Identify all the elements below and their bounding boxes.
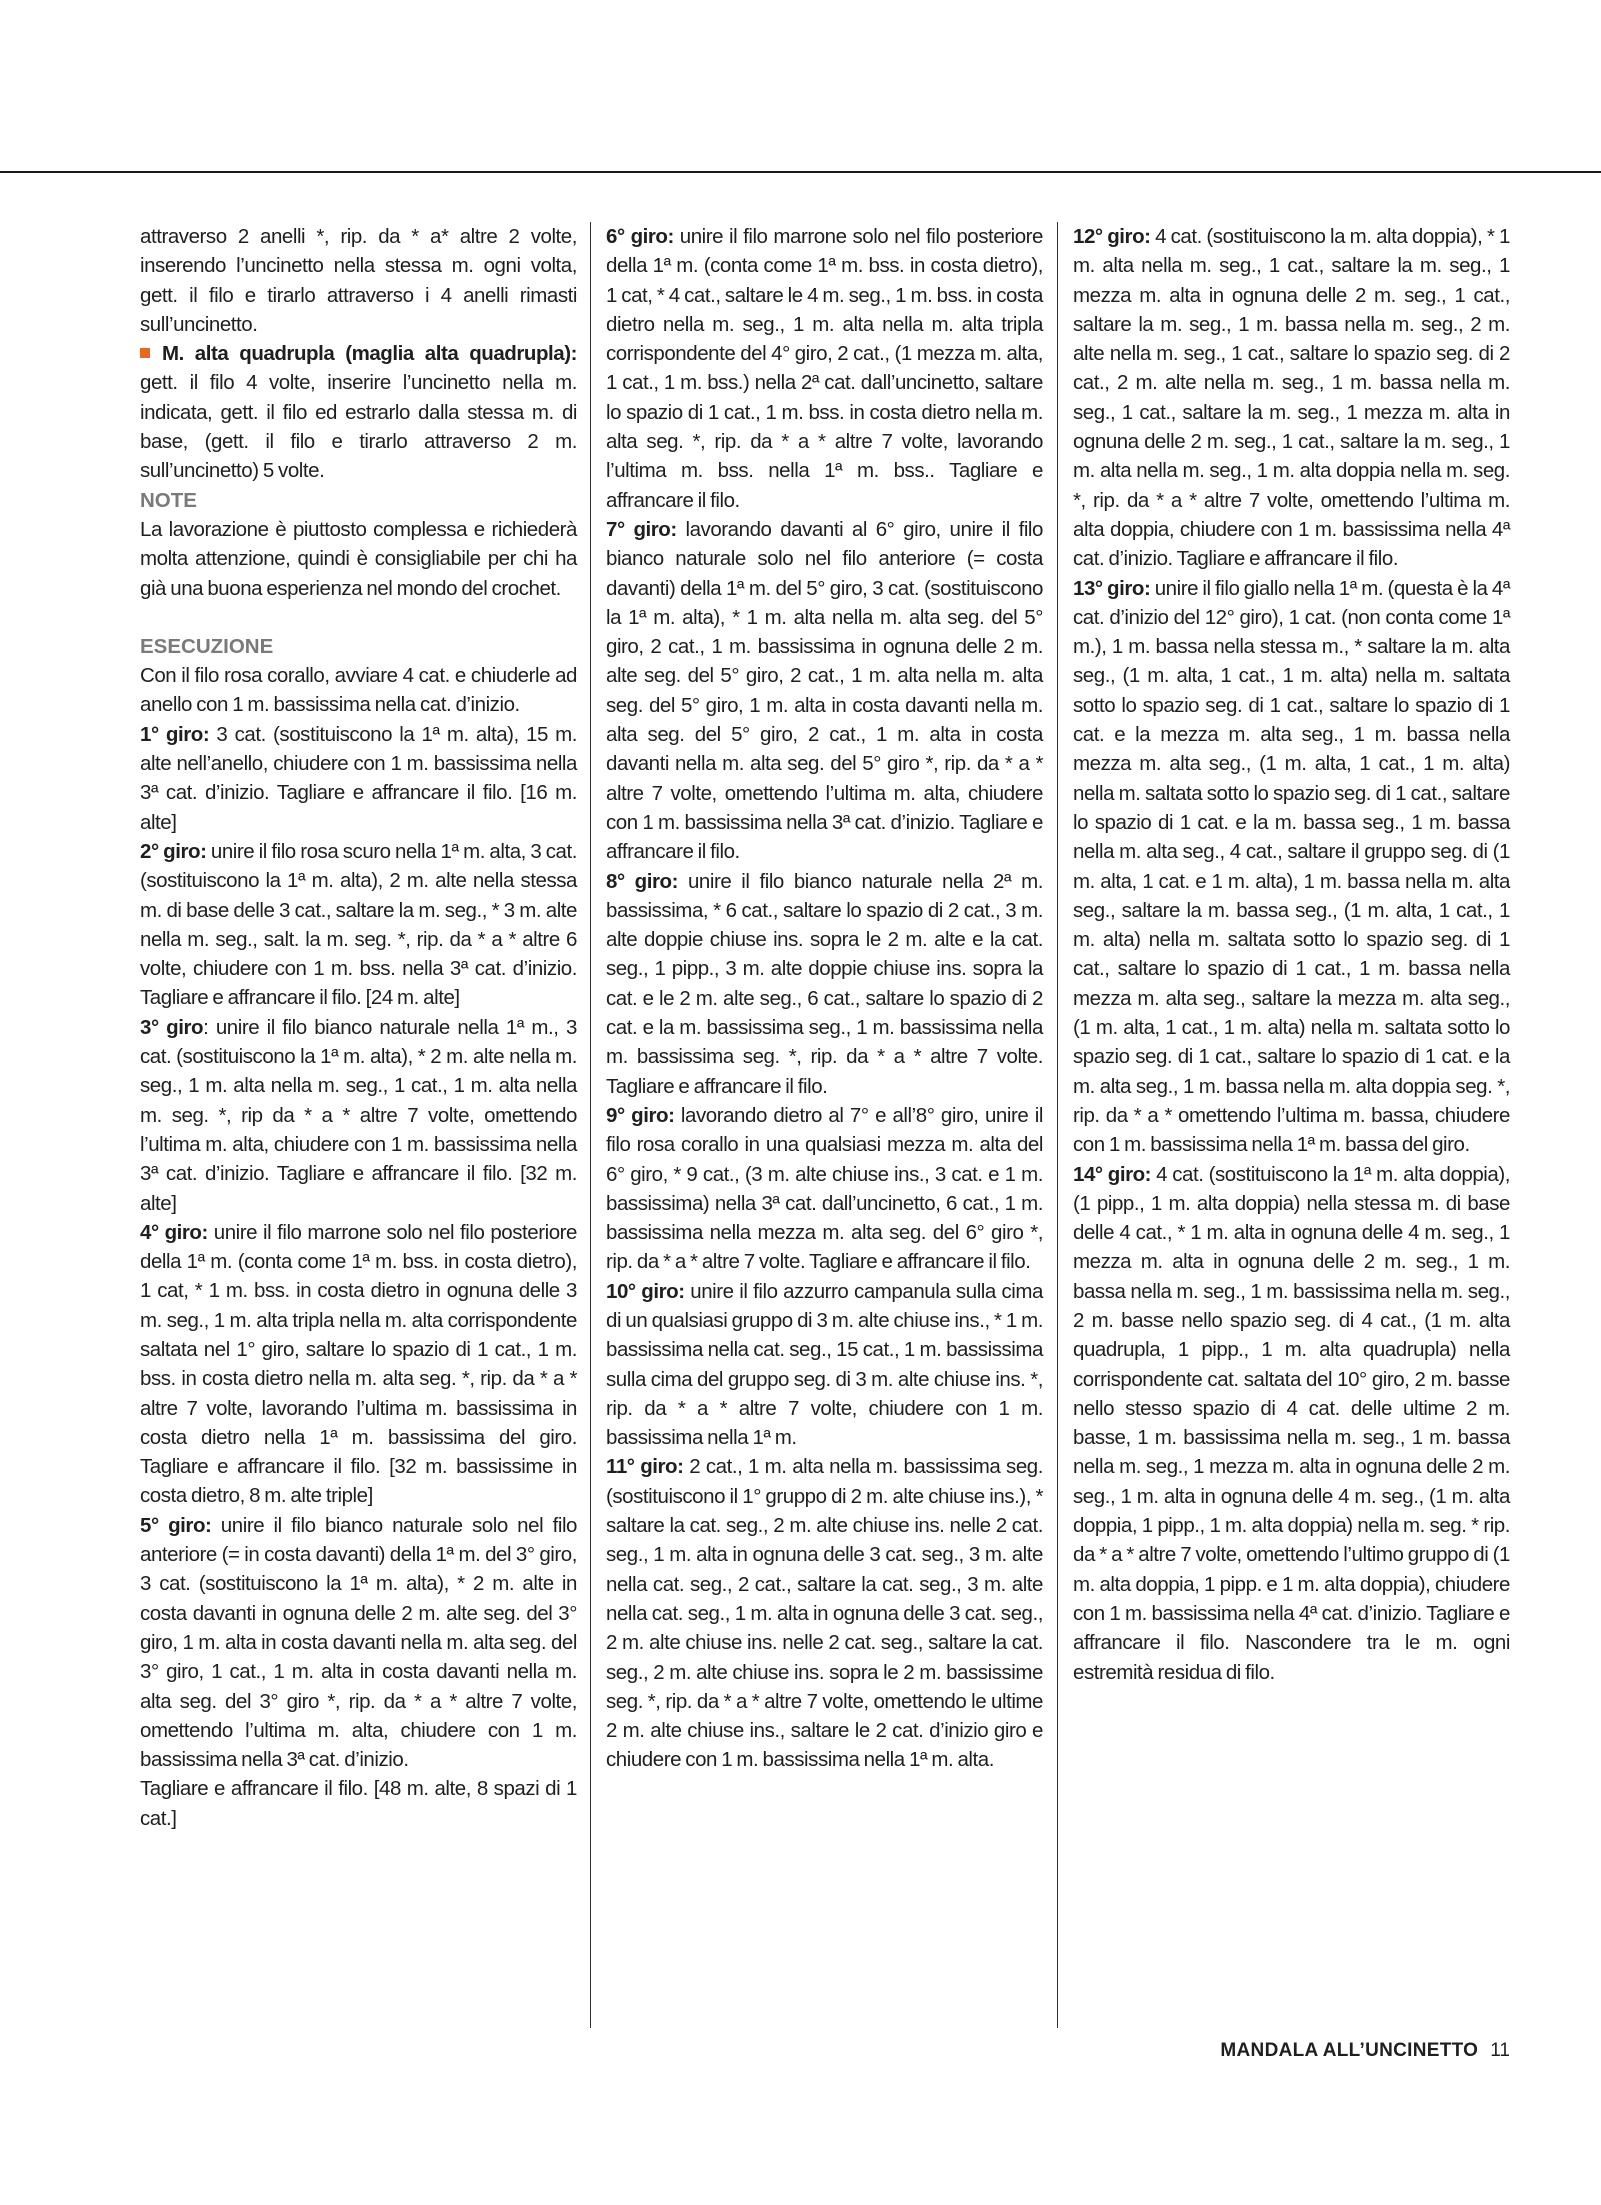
round-label: 4° giro: — [140, 1220, 208, 1244]
round-label: 3° giro — [140, 1015, 204, 1039]
round-text: : unire il filo bianco naturale nella 1ª m., 3 cat. (sostituiscono la 1ª m. alta), * 2 m. alte nella m. seg., 1 m. alta nella m. seg., 1 cat., 1 m. alta nella m. seg. *, rip da * a * altre 7 volte, omettendo l’ultima m. alta, chiudere con 1 m. bassissima nella 3ª cat. d’inizio. Tagliare e affrancare il filo. [32 m. alte] — [140, 1015, 577, 1215]
column-divider — [590, 222, 591, 2028]
round-text: 4 cat. (sostituiscono la 1ª m. alta doppia), (1 pipp., 1 m. alta doppia) nella stessa m. di base delle 4 cat., * 1 m. alta in ognuna delle 4 m. seg., 1 mezza m. alta in ognuna delle 2 m. seg., 1 m. bassa nella m. seg., 1 m. bassissima nella m. seg., 2 m. basse nello spazio seg. di 4 cat., (1 m. alta quadrupla, 1 pipp., 1 m. alta quadrupla) nella corrispondente cat. saltata del 10° giro, 2 m. basse nello stesso spazio di 4 cat. delle ultime 2 m. basse, 1 m. bassissima nella m. seg., 1 m. bassa nella m. seg., 1 mezza m. alta in ognuna delle 2 m. seg., 1 m. alta in ognuna delle 4 m. seg., (1 m. alta doppia, 1 pipp., 1 m. alta doppia) nella m. seg. * rip. da * a * altre 7 volte, omettendo l’ultimo gruppo di (1 m. alta doppia, 1 pipp. e 1 m. alta doppia), chiudere con 1 m. bassissima nella 4ª cat. d’inizio. Tagliare e affrancare il filo. Nascondere tra le m. ogni estremità residua di filo. — [1073, 1162, 1510, 1684]
closing-paragraph: Tagliare e affrancare il filo. [48 m. alte, 8 spazi di 1 cat.] — [140, 1777, 577, 1830]
orange-square-bullet-icon — [140, 348, 150, 358]
round-label: 10° giro: — [606, 1279, 685, 1303]
round-text: unire il filo bianco naturale solo nel filo anteriore (= in costa davanti) della 1ª m. del 3° giro, 3 cat. (sostituiscono la 1ª m. alta), * 2 m. alte in costa davanti in ognuna delle 2 m. alte seg. del 3° giro, 1 m. alta in costa davanti nella m. alta seg. del 3° giro, 1 cat., 1 m. alta in costa davanti nella m. alta seg. del 3° giro *, rip. da * a * altre 7 volte, omettendo l’ultima m. alta, chiudere con 1 m. bassissima nella 3ª cat. d’inizio. — [140, 1513, 577, 1772]
round-label: 8° giro: — [606, 869, 678, 893]
round-label: 14° giro: — [1073, 1162, 1152, 1186]
column-divider — [1057, 222, 1058, 2028]
round-paragraph — [1073, 1160, 1510, 1687]
round-text: 3 cat. (sostituiscono la 1ª m. alta), 15 m. alte nell’anello, chiudere con 1 m. bassissima nella 3ª cat. d’inizio. Tagliare e affrancare il filo. [16 m. alte] — [140, 722, 577, 834]
execution-paragraph: Con il filo rosa corallo, avviare 4 cat. e chiuderle ad anello con 1 m. bassissima nella cat. d’inizio. — [140, 664, 577, 717]
round-text: unire il filo marrone solo nel filo posteriore della 1ª m. (conta come 1ª m. bss. in costa dietro), 1 cat, * 1 m. bss. in costa dietro in ognuna delle 3 m. seg., 1 m. alta tripla nella m. alta corrispondente saltata nel 1° giro, saltare lo spazio di 1 cat., 1 m. bss. in costa dietro nella m. alta seg. *, rip. da * a * altre 7 volte, lavorando l’ultima m. bassissima in costa dietro nella 1ª m. bassissima del giro. Tagliare e affrancare il filo. [32 m. bassissime in costa dietro, 8 m. alte triple] — [140, 1220, 577, 1508]
column-3 — [1073, 222, 1510, 1687]
round-paragraph — [606, 1101, 1043, 1277]
round-label: 7° giro: — [606, 517, 677, 541]
round-text: unire il filo marrone solo nel filo posteriore della 1ª m. (conta come 1ª m. bss. in costa dietro), 1 cat, * 4 cat., saltare le 4 m. seg., 1 m. bss. in costa dietro nella m. seg., 1 m. alta nella m. alta tripla corrispondente del 4° giro, 2 cat., (1 mezza m. alta, 1 cat., 1 m. bss.) nella 2ª cat. dall’uncinetto, saltare lo spazio di 1 cat., 1 m. bss. in costa dietro nella m. alta seg. *, rip. da * a * altre 7 volte, lavorando l’ultima m. bss. nella 1ª m. bss.. Tagliare e affrancare il filo. — [606, 225, 1043, 512]
top-rule — [0, 171, 1601, 173]
column-1 — [140, 222, 577, 1833]
round-label: 1° giro: — [140, 722, 210, 746]
stitch-name: M. alta quadrupla (maglia alta quadrupla): — [162, 342, 577, 366]
round-text: lavorando davanti al 6° giro, unire il filo bianco naturale solo nel filo anteriore (= costa davanti) della 1ª m. del 5° giro, 3 cat. (sostituiscono la 1ª m. alta), * 1 m. alta nella m. alta seg. del 5° giro, 2 cat., 1 m. bassissima in ognuna delle 2 m. alte seg. del 5° giro, 2 cat., 1 m. alta nella m. alta seg. del 5° giro, 1 m. alta in costa davanti nella m. alta seg. del 5° giro, 2 cat., 1 m. alta in costa davanti nella m. alta seg. del 5° giro *, rip. da * a * altre 7 volte, omettendo l’ultima m. alta, chiudere con 1 m. bassissima nella 3ª cat. d’inizio. Tagliare e affrancare il filo. — [606, 517, 1043, 864]
round-text: 2 cat., 1 m. alta nella m. bassissima seg. (sostituiscono il 1° gruppo di 2 m. alte chiuse ins.), * saltare la cat. seg., 2 m. alte chiuse ins. nelle 2 cat. seg., 1 m. alta in ognuna delle 3 cat. seg., 3 m. alte nella cat. seg., 2 cat., saltare la cat. seg., 3 m. alte nella cat. seg., 1 m. alta in ognuna delle 3 cat. seg., 2 m. alte chiuse ins. nelle 2 cat. seg., saltare la cat. seg., 2 m. alte chiuse ins. sopra le 2 m. bassissime seg. *, rip. da * a * altre 7 volte, omettendo le ultime 2 m. alte chiuse ins., saltare le 2 cat. d’inizio giro e chiudere con 1 m. bassissima nella 1ª m. alta. — [606, 1455, 1044, 1772]
round-text: unire il filo bianco naturale nella 2ª m. bassissima, * 6 cat., saltare lo spazio di 2 cat., 3 m. alte doppie chiuse ins. sopra le 2 m. alte e la cat. seg., 1 pipp., 3 m. alte doppie chiuse ins. sopra la cat. e le 2 m. alte seg., 6 cat., saltare lo spazio di 2 cat. e la m. bassissima seg., 1 m. bassissima nella m. bassissima seg. *, rip. da * a * altre 7 volte. Tagliare e affrancare il filo. — [606, 869, 1043, 1098]
round-paragraph — [140, 837, 577, 1013]
round-label: 12° giro: — [1073, 225, 1151, 248]
round-label: 9° giro: — [606, 1103, 675, 1127]
round-paragraph — [140, 1013, 577, 1218]
round-label: 6° giro: — [606, 225, 674, 248]
round-paragraph — [606, 515, 1043, 867]
round-paragraph — [1073, 574, 1510, 1160]
round-paragraph — [606, 222, 1043, 515]
round-paragraph — [606, 867, 1043, 1101]
notes-paragraph: La lavorazione è piuttosto complessa e richiederà molta attenzione, quindi è consigliabile per chi ha già una buona esperienza nel mondo del crochet. — [140, 517, 577, 600]
round-paragraph — [606, 1277, 1043, 1453]
column-2 — [606, 222, 1043, 1775]
round-text: 4 cat. (sostituiscono la m. alta doppia), * 1 m. alta nella m. seg., 1 cat., saltare la m. seg., 1 mezza m. alta in ognuna delle 2 m. seg., 1 cat., saltare la m. seg., 1 m. bassa nella m. seg., 2 m. alte nella m. seg., 1 cat., saltare lo spazio seg. di 2 cat., 2 m. alte nella m. seg., 1 m. bassa nella m. seg., 1 cat., saltare la m. seg., 1 mezza m. alta in ognuna delle 2 m. seg., 1 cat., saltare la m. seg., 1 m. alta nella m. seg., 1 m. alta doppia nella m. seg. *, rip. da * a * altre 7 volte, omettendo l’ultima m. alta doppia, chiudere con 1 m. bassissima nella 4ª cat. d’inizio. Tagliare e affrancare il filo. — [1073, 225, 1510, 571]
round-label: 5° giro: — [140, 1513, 212, 1537]
round-paragraph — [1073, 222, 1510, 574]
intro-paragraph: attraverso 2 anelli *, rip. da * a* altre 2 volte, inserendo l’uncinetto nella stessa m. ogni volta, gett. il filo e tirarlo attraverso i 4 anelli rimasti sull’uncinetto. — [140, 225, 577, 336]
round-label: 13° giro: — [1073, 576, 1151, 600]
stitch-definition — [140, 339, 577, 485]
notes-heading: NOTE — [140, 488, 197, 512]
round-paragraph — [140, 720, 577, 837]
round-text: lavorando dietro al 7° e all’8° giro, unire il filo rosa corallo in una qualsiasi mezza m. alta del 6° giro, * 9 cat., (3 m. alte chiuse ins., 3 cat. e 1 m. bassissima) nella 3ª cat. dall’uncinetto, 6 cat., 1 m. bassissima nella mezza m. alta seg. del 6° giro *, rip. da * a * altre 7 volte. Tagliare e affrancare il filo. — [606, 1103, 1043, 1274]
round-text: unire il filo azzurro campanula sulla cima di un qualsiasi gruppo di 3 m. alte chiuse ins., * 1 m. bassissima nella cat. seg., 15 cat., 1 m. bassissima sulla cima del gruppo seg. di 3 m. alte chiuse ins. *, rip. da * a * altre 7 volte, chiudere con 1 m. bassissima nella 1ª m. — [606, 1279, 1043, 1450]
execution-heading: ESECUZIONE — [140, 634, 274, 658]
spacer — [140, 603, 577, 632]
round-text: unire il filo giallo nella 1ª m. (questa è la 4ª cat. d’inizio del 12° giro), 1 cat. (non conta come 1ª m.), 1 m. bassa nella stessa m., * saltare la m. alta seg., (1 m. alta, 1 cat., 1 m. alta) nella m. saltata sotto lo spazio seg. di 1 cat., saltare lo spazio di 1 cat. e la mezza m. alta seg., 1 m. bassa nella mezza m. alta seg., (1 m. alta, 1 cat., 1 m. alta) nella m. saltata sotto lo spazio seg. di 1 cat., saltare lo spazio di 1 cat. e la m. bassa seg., 1 m. bassa nella m. alta seg., 4 cat., saltare il gruppo seg. di (1 m. alta, 1 cat. e 1 m. alta), 1 m. bassa nella m. alta seg., saltare la m. bassa seg., (1 m. alta, 1 cat., 1 m. alta) nella m. saltata sotto lo spazio seg. di 1 cat., saltare lo spazio di 1 cat., 1 m. bassa nella mezza m. alta seg., saltare la mezza m. alta seg., (1 m. alta, 1 cat., 1 m. alta) nella m. saltata sotto lo spazio seg. di 1 cat., saltare lo spazio di 1 cat. e la m. alta seg., 1 m. bassa nella m. alta doppia seg. *, rip. da * a * omettendo l’ultima m. bassa, chiudere con 1 m. bassissima nella 1ª m. bassa del giro. — [1073, 576, 1510, 1157]
running-title: MANDALA ALL’UNCINETTO — [1220, 2040, 1479, 2061]
stitch-text: gett. il filo 4 volte, inserire l’uncinetto nella m. indicata, gett. il filo ed estrarlo dalla stessa m. di base, (gett. il filo e tirarlo attraverso 2 m. sull’uncinetto) 5 volte. — [140, 371, 577, 483]
round-paragraph — [140, 1511, 577, 1775]
round-label: 2° giro: — [140, 839, 207, 863]
round-paragraph — [606, 1452, 1043, 1774]
round-paragraph — [140, 1218, 577, 1511]
page-footer — [1220, 2039, 1510, 2063]
page-number: 11 — [1490, 2040, 1510, 2061]
round-label: 11° giro: — [606, 1455, 684, 1479]
round-text: unire il filo rosa scuro nella 1ª m. alta, 3 cat. (sostituiscono la 1ª m. alta), 2 m. alte nella stessa m. di base delle 3 cat., saltare la m. seg., * 3 m. alte nella m. seg., salt. la m. seg. *, rip. da * a * altre 6 volte, chiudere con 1 m. bss. nella 3ª cat. d’inizio. Tagliare e affrancare il filo. [24 m. alte] — [140, 839, 577, 1010]
